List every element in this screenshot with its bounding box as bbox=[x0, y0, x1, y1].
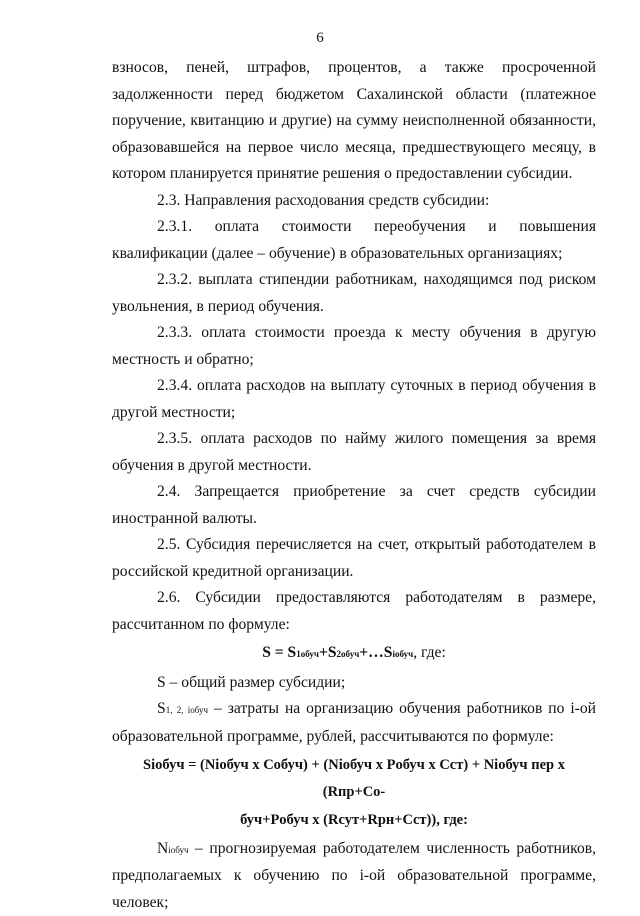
subsidy-total-formula: S = S1обуч+S2обуч+…Siобуч, где: bbox=[112, 640, 596, 668]
paragraph: 2.5. Субсидия перечисляется на счет, открытый работодателем в российской кредитной организации. bbox=[112, 532, 596, 585]
paragraph: 2.6. Субсидии предоставляются работодателям в размере, рассчитанном по формуле: bbox=[112, 585, 596, 638]
paragraph: 2.3.1. оплата стоимости переобучения и повышения квалификации (далее – обучение) в образовательных организациях; bbox=[112, 214, 596, 267]
paragraph: взносов, пеней, штрафов, процентов, а также просроченной задолженности перед бюджетом Сахалинской области (платежное поручение, квитанцию и другие) на сумму неисполненной обязанности, образовавшейся на первое число месяца, предшествующего месяцу, в котором планируется принятие решения о предоставлении субсидии. bbox=[112, 55, 596, 188]
paragraph: 2.3. Направления расходования средств субсидии: bbox=[112, 188, 596, 215]
paragraph: S – общий размер субсидии; bbox=[112, 670, 596, 697]
training-cost-formula-line-2: буч+Pобуч x (Rсут+Rрн+Cст)), где: bbox=[112, 807, 596, 834]
page-number: 6 bbox=[0, 30, 640, 47]
paragraph: S1, 2, iобуч – затраты на организацию обучения работников по i-ой образовательной программе, рублей, рассчитываются по формуле: bbox=[112, 696, 596, 750]
paragraph: 2.3.5. оплата расходов по найму жилого помещения за время обучения в другой местности. bbox=[112, 426, 596, 479]
document-body bbox=[112, 55, 596, 916]
paragraph: 2.4. Запрещается приобретение за счет средств субсидии иностранной валюты. bbox=[112, 479, 596, 532]
paragraph: 2.3.3. оплата стоимости проезда к месту обучения в другую местность и обратно; bbox=[112, 320, 596, 373]
paragraph: 2.3.2. выплата стипендии работникам, находящимся под риском увольнения, в период обучения. bbox=[112, 267, 596, 320]
training-cost-formula-line-1: Siобуч = (Niобуч x Cобуч) + (Niобуч x Pобуч x Cст) + Niобуч пер x (Rпр+Cо- bbox=[112, 752, 596, 805]
paragraph: Niобуч – прогнозируемая работодателем численность работников, предполагаемых к обучению по i-ой образовательной программе, человек; bbox=[112, 836, 596, 916]
paragraph: 2.3.4. оплата расходов на выплату суточных в период обучения в другой местности; bbox=[112, 373, 596, 426]
